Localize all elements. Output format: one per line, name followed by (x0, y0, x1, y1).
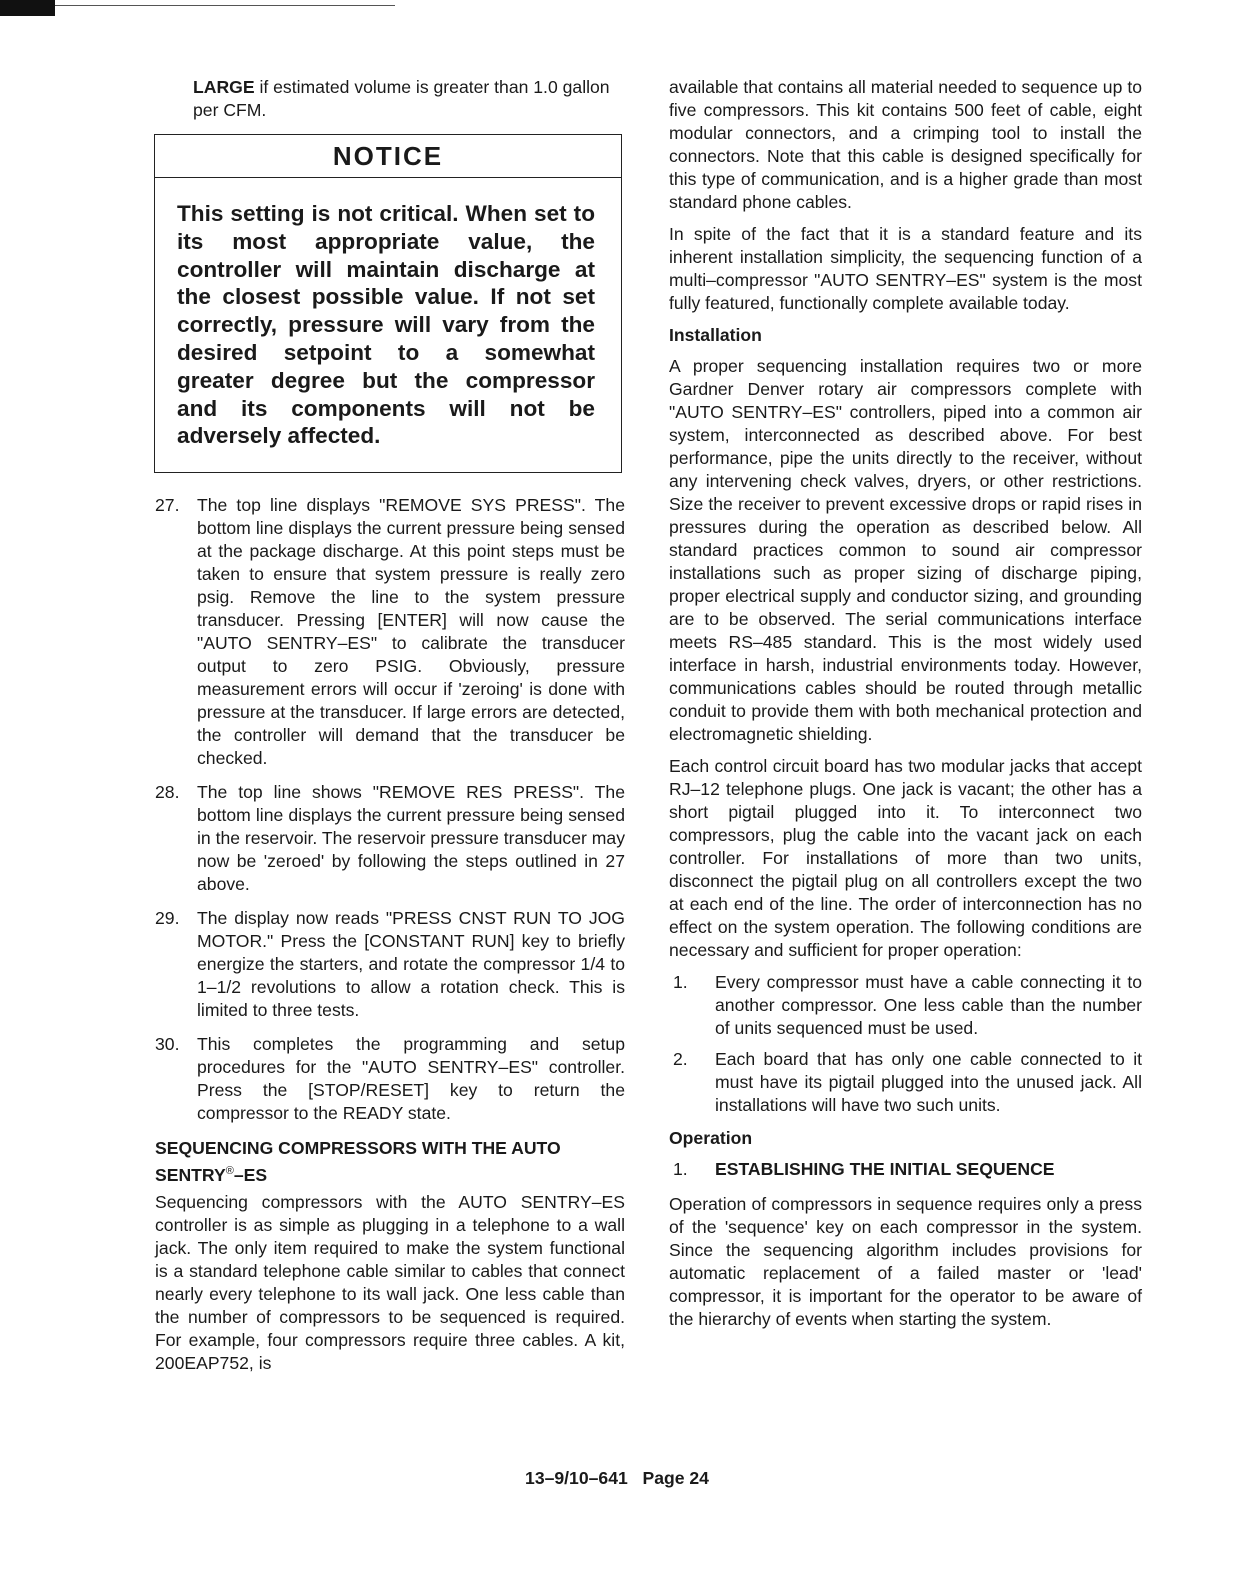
section-heading (155, 1137, 625, 1187)
list-item (155, 494, 625, 770)
condition-text: Each board that has only one cable connected to it must have its pigtail plugged into the unused jack. All installations will have two such units. (715, 1049, 1142, 1115)
intro-text: if estimated volume is greater than 1.0 gallon per CFM. (193, 77, 610, 120)
intro-bold: LARGE (193, 77, 255, 97)
sequencing-paragraph: Sequencing compressors with the AUTO SENTRY–ES controller is as simple as plugging in a telephone to a wall jack. The only item required to make the system functional is a standard telephone cable similar to cables that connect nearly every telephone to its wall jack. One less cable than the number of compressors to be sequenced is required. For example, four compressors require three cables. A kit, 200EAP752, is (155, 1192, 625, 1374)
condition-item (669, 1048, 1142, 1117)
step-title: ESTABLISHING THE INITIAL SEQUENCE (715, 1159, 1055, 1179)
page-footer (0, 1468, 1234, 1489)
registered-mark: ® (225, 1165, 234, 1178)
operation-heading: Operation (669, 1128, 753, 1148)
kit-paragraph: available that contains all material needed to sequence up to five compressors. This kit contains 500 feet of cable, eight modular connectors, and a crimping tool to install the connectors. Note that this cable is designed specifically for this type of communication, and is a higher grade than most standard phone cables. (669, 77, 1142, 212)
jacks-paragraph: Each control circuit board has two modular jacks that accept RJ–12 telephone plugs. One jack is vacant; the other has a short pigtail plugged into it. To interconnect two compressors, plug the cable into the vacant jack on each controller. For installations of more than two units, disconnect the pigtail plug on all controllers except the two at each end of the line. The order of interconnection has no effect on the system operation. The following conditions are necessary and sufficient for proper operation: (669, 756, 1142, 960)
list-item-number: 28. (155, 782, 180, 803)
list-item (155, 907, 625, 1022)
scan-artifact-line (55, 5, 395, 6)
installation-paragraph: A proper sequencing installation requires two or more Gardner Denver rotary air compressors complete with "AUTO SENTRY–ES" controllers, piped into a common air system, interconnected as described above. For best performance, pipe the units directly to the receiver, without any intervening check valves, dryers, or other restrictions. Size the receiver to prevent excessive drops or rapid rises in pressures during the operation as described below. All standard practices common to sound air compressor installations such as proper sizing of discharge piping, proper electrical supply and conductor sizing, and grounding are to be observed. The serial communications interface meets RS–485 standard. This is the most widely used interface in harsh, industrial environments today. However, communications cables should be routed through metallic conduit to provide them with both mechanical protection and electromagnetic shielding. (669, 356, 1142, 744)
list-item-text: The top line shows "REMOVE RES PRESS". The bottom line displays the current pressure being sensed in the reservoir. The reservoir pressure transducer may now be 'zeroed' by following the steps outlined in 27 above. (197, 782, 625, 895)
notice-box (154, 134, 622, 473)
section-heading-line2: SENTRY (155, 1165, 226, 1186)
page-number: Page 24 (642, 1468, 709, 1488)
doc-number: 13–9/10–641 (525, 1468, 628, 1488)
condition-item (669, 971, 1142, 1040)
notice-body: This setting is not critical. When set to its most appropriate value, the controller will maintain discharge at the closest possible value. If not set correctly, pressure will vary from the desired setpoint to a somewhat greater degree but the compressor and its components will not be adversely affected. (177, 201, 595, 449)
list-item-text: The display now reads "PRESS CNST RUN TO JOG MOTOR." Press the [CONSTANT RUN] key to briefly energize the starters, and rotate the compressor 1/4 to 1–1/2 revolutions to allow a rotation check. This is limited to three tests. (197, 908, 625, 1021)
left-column (155, 76, 625, 1384)
list-item-number: 29. (155, 908, 180, 929)
list-item-text: This completes the programming and setup procedures for the "AUTO SENTRY–ES" controller. Press the [STOP/RESET] key to return the compressor to the READY state. (197, 1034, 625, 1124)
list-item (155, 781, 625, 896)
feature-paragraph: In spite of the fact that it is a standard feature and its inherent installation simplicity, the sequencing function of a multi–compressor "AUTO SENTRY–ES" system is the most fully featured, functionally complete available today. (669, 224, 1142, 313)
condition-number: 1. (673, 972, 688, 992)
step-number: 1. (673, 1159, 688, 1179)
operation-paragraph: Operation of compressors in sequence requires only a press of the 'sequence' key on each compressor in the system. Since the sequencing algorithm includes provisions for automatic replacement of a failed master or 'lead' compressor, it is important for the operator to be aware of the hierarchy of events when starting the system. (669, 1194, 1142, 1329)
section-heading-suffix: –ES (233, 1165, 268, 1186)
scan-artifact-bar (0, 0, 55, 16)
list-item-text: The top line displays "REMOVE SYS PRESS". The bottom line displays the current pressure being sensed at the package discharge. At this point steps must be taken to ensure that system pressure is really zero psig. Remove the line to the system pressure transducer. Pressing [ENTER] will now cause the "AUTO SENTRY–ES" to calibrate the transducer output to zero PSIG. Obviously, pressure measurement errors will occur if 'zeroing' is done with pressure at the transducer. If large errors are detected, the controller will demand that the transducer be checked. (197, 495, 625, 769)
step-heading (669, 1158, 1142, 1181)
right-column (669, 76, 1142, 1340)
installation-heading: Installation (669, 325, 762, 345)
condition-number: 2. (673, 1049, 688, 1069)
list-item-number: 30. (155, 1034, 180, 1055)
intro-paragraph (155, 76, 625, 122)
condition-text: Every compressor must have a cable connecting it to another compressor. One less cable than the number of units sequenced must be used. (715, 972, 1142, 1038)
list-item (155, 1033, 625, 1125)
list-item-number: 27. (155, 495, 180, 516)
section-heading-line1: SEQUENCING COMPRESSORS WITH THE AUTO (155, 1138, 561, 1159)
notice-title: NOTICE (155, 135, 621, 178)
